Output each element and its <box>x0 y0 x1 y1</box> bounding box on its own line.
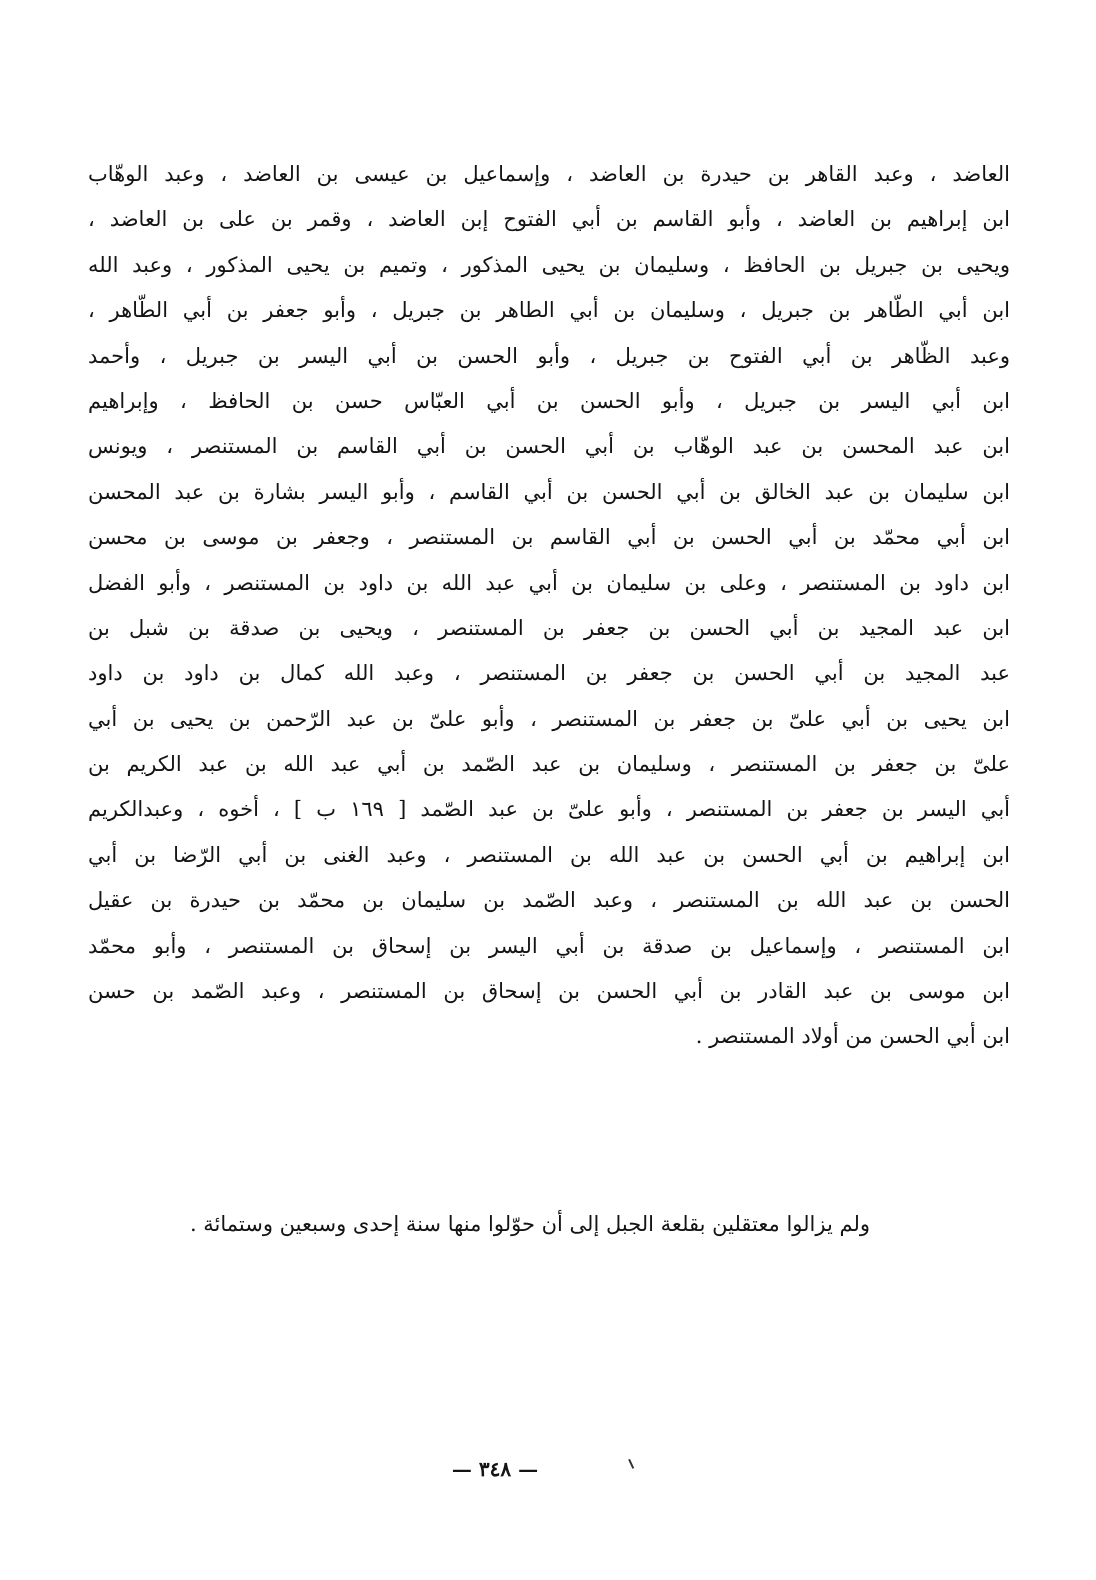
text-line: ابن أبي اليسر بن جبريل ، وأبو الحسن بن أبي العبّاس حسن بن الحافظ ، وإبراهيم <box>88 388 1010 413</box>
text-line: ابن أبي الطّاهر بن جبريل ، وسليمان بن أبي الطاهر بن جبريل ، وأبو جعفر بن أبي الطّاهر ، <box>88 298 1010 323</box>
closing-sentence: ولم يزالوا معتقلين بقلعة الجبل إلى أن حوّلوا منها سنة إحدى وسبعين وستمائة . <box>189 1212 870 1236</box>
text-line: وعبد الظّاهر بن أبي الفتوح بن جبريل ، وأبو الحسن بن أبي اليسر بن جبريل ، وأحمد <box>88 343 1010 368</box>
text-line: ابن سليمان بن عبد الخالق بن أبي الحسن بن أبي القاسم ، وأبو اليسر بشارة بن عبد المحسن <box>88 479 1010 504</box>
text-line: ابن داود بن المستنصر ، وعلى بن سليمان بن أبي عبد الله بن داود بن المستنصر ، وأبو الفضل <box>88 570 1010 595</box>
page-number: — ٣٤٨ — <box>451 1457 539 1481</box>
text-line: ابن إبراهيم بن العاضد ، وأبو القاسم بن أبي الفتوح إبن العاضد ، وقمر بن على بن العاضد ، <box>88 207 1010 232</box>
text-line: ابن المستنصر ، وإسماعيل بن صدقة بن أبي اليسر بن إسحاق بن المستنصر ، وأبو محمّد <box>88 933 1010 958</box>
text-line: الحسن بن عبد الله بن المستنصر ، وعبد الصّمد بن سليمان بن محمّد بن حيدرة بن عقيل <box>88 888 1010 913</box>
text-line: العاضد ، وعبد القاهر بن حيدرة بن العاضد ، وإسماعيل بن عيسى بن العاضد ، وعبد الوهّاب <box>88 162 1010 186</box>
text-line: ابن أبي الحسن من أولاد المستنصر . <box>695 1024 1010 1049</box>
text-line: أبي اليسر بن جعفر بن المستنصر ، وأبو علىّ بن عبد الصّمد [ ١٦٩ ب ] ، أخوه ، وعبدالكريم <box>88 797 1010 822</box>
text-line: عبد المجيد بن أبي الحسن بن جعفر بن المستنصر ، وعبد الله كمال بن داود بن داود <box>88 661 1010 686</box>
text-line: ابن عبد المحسن بن عبد الوهّاب بن أبي الحسن بن أبي القاسم بن المستنصر ، ويونس <box>88 434 1010 459</box>
text-line: علىّ بن جعفر بن المستنصر ، وسليمان بن عبد الصّمد بن أبي عبد الله بن عبد الكريم بن <box>88 752 1010 777</box>
text-line: ابن موسى بن عبد القادر بن أبي الحسن بن إسحاق بن المستنصر ، وعبد الصّمد بن حسن <box>88 979 1010 1004</box>
text-line: ابن يحيى بن أبي علىّ بن جعفر بن المستنصر ، وأبو علىّ بن عبد الرّحمن بن يحيى بن أبي <box>88 706 1010 731</box>
text-line: ابن إبراهيم بن أبي الحسن بن عبد الله بن المستنصر ، وعبد الغنى بن أبي الرّضا بن أبي <box>88 842 1010 867</box>
main-paragraph <box>88 152 1010 1060</box>
print-mark <box>628 1457 638 1469</box>
text-line: ابن أبي محمّد بن أبي الحسن بن أبي القاسم بن المستنصر ، وجعفر بن موسى بن محسن <box>88 525 1010 550</box>
text-line: ابن عبد المجيد بن أبي الحسن بن جعفر بن المستنصر ، ويحيى بن صدقة بن شبل بن <box>88 615 1010 640</box>
text-line: ويحيى بن جبريل بن الحافظ ، وسليمان بن يحيى المذكور ، وتميم بن يحيى المذكور ، وعبد الله <box>88 252 1010 277</box>
